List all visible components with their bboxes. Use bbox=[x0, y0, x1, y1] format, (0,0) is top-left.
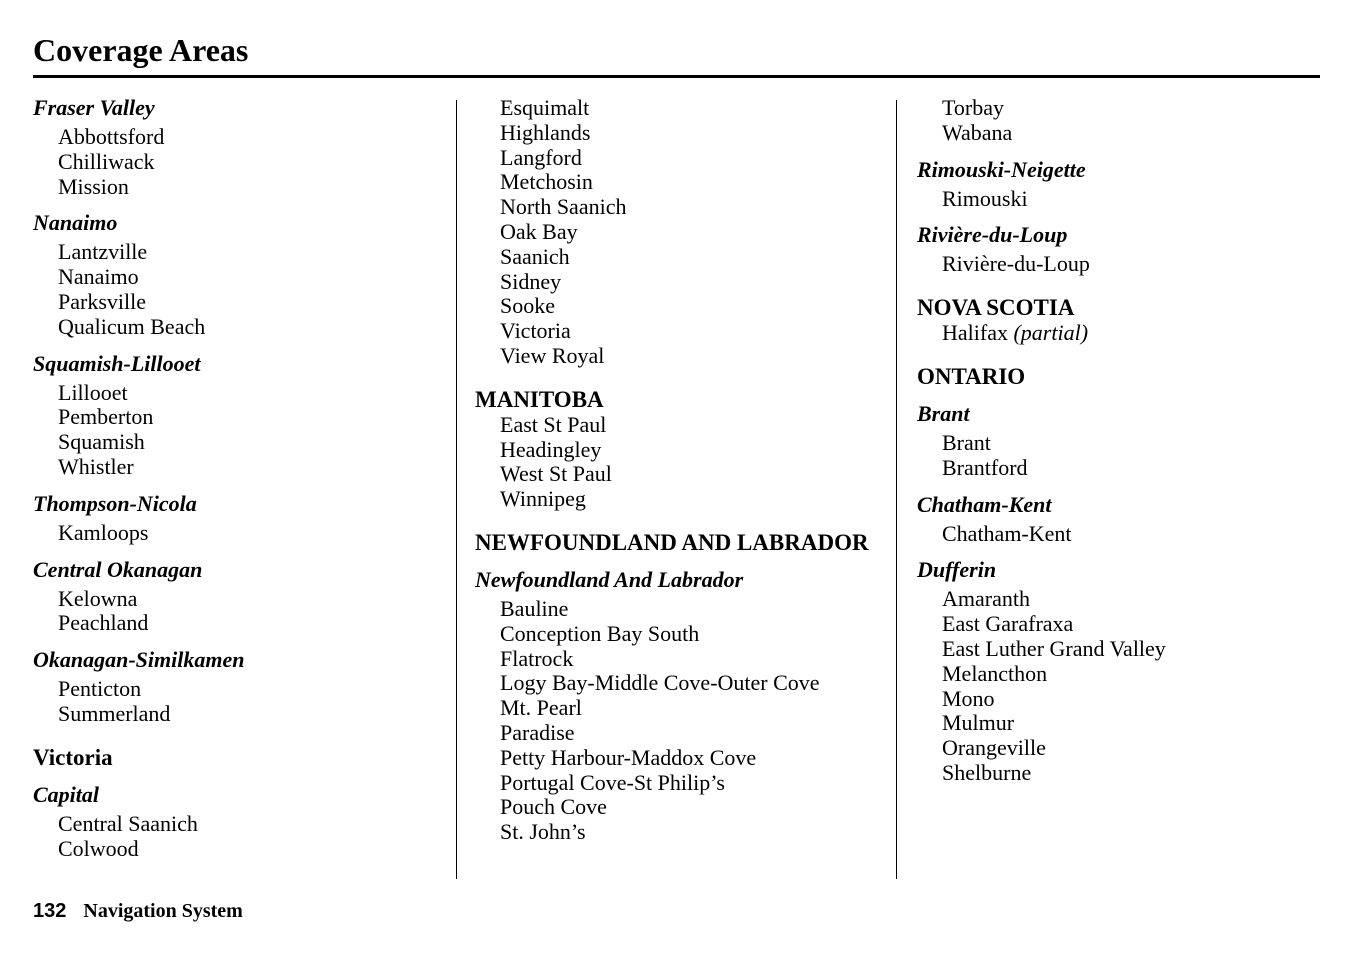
place-item bbox=[917, 187, 1317, 212]
place-name: Metchosin bbox=[500, 169, 593, 195]
place-item bbox=[33, 677, 443, 702]
place-name: Qualicum Beach bbox=[58, 313, 206, 339]
place-name: Halifax bbox=[942, 320, 1008, 346]
place-item bbox=[475, 771, 885, 796]
place-name: Oak Bay bbox=[500, 218, 578, 244]
place-name: Shelburne bbox=[942, 759, 1032, 785]
place-item bbox=[33, 381, 443, 406]
page-footer bbox=[33, 898, 243, 924]
place-item bbox=[475, 696, 885, 721]
place-name: North Saanich bbox=[500, 194, 627, 220]
place-name: Brant bbox=[942, 429, 991, 455]
coverage-column-3 bbox=[917, 96, 1317, 786]
place-item bbox=[33, 175, 443, 200]
region-heading: Newfoundland And Labrador bbox=[475, 566, 744, 592]
place-name: Saanich bbox=[500, 243, 570, 269]
region-heading: Central Okanagan bbox=[33, 556, 203, 582]
place-name: Sooke bbox=[500, 293, 555, 319]
region-heading: Dufferin bbox=[917, 557, 997, 583]
footer-label: Navigation System bbox=[83, 900, 243, 922]
place-name: Chatham-Kent bbox=[942, 520, 1072, 546]
place-item bbox=[475, 597, 885, 622]
place-name: Chilliwack bbox=[58, 148, 155, 174]
region-section bbox=[33, 492, 443, 546]
place-item bbox=[33, 587, 443, 612]
place-item bbox=[917, 687, 1317, 712]
place-name: Abbottsford bbox=[58, 124, 165, 149]
province-section bbox=[917, 295, 1317, 346]
page-number: 132 bbox=[33, 900, 67, 922]
place-name: West St Paul bbox=[500, 461, 612, 487]
province-section bbox=[917, 364, 1317, 390]
place-item bbox=[475, 245, 885, 270]
place-name: Flatrock bbox=[500, 645, 574, 671]
province-section bbox=[475, 530, 885, 556]
place-name: Whistler bbox=[58, 453, 134, 479]
place-item bbox=[33, 125, 443, 150]
place-name: Mission bbox=[58, 173, 129, 199]
place-name: Torbay bbox=[942, 95, 1004, 120]
column-divider bbox=[456, 100, 457, 879]
place-item bbox=[917, 612, 1317, 637]
region-heading: Chatham-Kent bbox=[917, 491, 1052, 517]
place-name: Headingley bbox=[500, 436, 602, 462]
region-section bbox=[33, 96, 443, 199]
region-heading: Thompson-Nicola bbox=[33, 490, 197, 516]
column-divider bbox=[896, 100, 897, 879]
region-section bbox=[33, 211, 443, 339]
place-item bbox=[475, 746, 885, 771]
place-name: Winnipeg bbox=[500, 486, 586, 512]
place-item bbox=[475, 462, 885, 487]
place-item bbox=[475, 413, 885, 438]
place-name: Kelowna bbox=[58, 585, 138, 611]
place-item bbox=[475, 270, 885, 295]
place-name: Logy Bay-Middle Cove-Outer Cove bbox=[500, 670, 820, 696]
place-name: Esquimalt bbox=[500, 95, 590, 120]
place-name: Mono bbox=[942, 685, 995, 711]
place-name: Summerland bbox=[58, 700, 171, 726]
place-name: View Royal bbox=[500, 342, 605, 368]
place-name: Amaranth bbox=[942, 586, 1030, 612]
region-section bbox=[33, 648, 443, 727]
place-item bbox=[917, 736, 1317, 761]
province-heading: NEWFOUNDLAND AND LABRADOR bbox=[475, 529, 869, 555]
continued-list bbox=[475, 96, 885, 369]
place-item bbox=[475, 319, 885, 344]
region-heading: Brant bbox=[917, 400, 970, 426]
place-item bbox=[917, 456, 1317, 481]
place-item bbox=[475, 647, 885, 672]
page-title: Coverage Areas bbox=[33, 32, 249, 68]
place-item bbox=[917, 121, 1317, 146]
coverage-column-1 bbox=[33, 96, 443, 861]
place-name: Highlands bbox=[500, 119, 591, 145]
place-name: Bauline bbox=[500, 595, 569, 621]
region-section bbox=[917, 223, 1317, 277]
place-item bbox=[33, 405, 443, 430]
place-item bbox=[33, 812, 443, 837]
place-item bbox=[917, 761, 1317, 786]
place-name: Sidney bbox=[500, 268, 562, 294]
place-item bbox=[475, 795, 885, 820]
place-name: Langford bbox=[500, 144, 582, 170]
province-section bbox=[475, 387, 885, 512]
place-name: Melancthon bbox=[942, 660, 1048, 686]
place-name: Victoria bbox=[500, 318, 571, 344]
place-item bbox=[33, 611, 443, 636]
coverage-column-2 bbox=[475, 96, 885, 845]
region-heading: Rivière-du-Loup bbox=[917, 222, 1068, 248]
place-item bbox=[917, 587, 1317, 612]
place-name: East Luther Grand Valley bbox=[942, 635, 1166, 661]
region-section bbox=[917, 493, 1317, 547]
region-heading: Squamish-Lillooet bbox=[33, 350, 201, 376]
place-item bbox=[475, 96, 885, 121]
place-name: Nanaimo bbox=[58, 264, 139, 290]
province-section bbox=[33, 745, 443, 771]
region-heading: Nanaimo bbox=[33, 210, 118, 236]
place-name: Pemberton bbox=[58, 404, 154, 430]
region-heading: Okanagan-Similkamen bbox=[33, 647, 245, 673]
place-item bbox=[33, 240, 443, 265]
place-item bbox=[475, 487, 885, 512]
place-name: Penticton bbox=[58, 676, 142, 702]
region-section bbox=[917, 558, 1317, 785]
place-name: East St Paul bbox=[500, 411, 607, 437]
place-item bbox=[33, 315, 443, 340]
place-item bbox=[917, 711, 1317, 736]
place-item bbox=[917, 662, 1317, 687]
place-item bbox=[33, 702, 443, 727]
place-name: St. John’s bbox=[500, 819, 586, 845]
place-item bbox=[917, 637, 1317, 662]
region-heading: Fraser Valley bbox=[33, 95, 155, 120]
place-item bbox=[917, 252, 1317, 277]
place-name: Mulmur bbox=[942, 710, 1015, 736]
place-item bbox=[33, 430, 443, 455]
place-name: Central Saanich bbox=[58, 810, 198, 836]
place-name: Brantford bbox=[942, 454, 1028, 480]
place-item bbox=[33, 150, 443, 175]
place-note: (partial) bbox=[1013, 320, 1089, 346]
place-item bbox=[475, 344, 885, 369]
place-name: Rimouski bbox=[942, 185, 1028, 211]
place-name: Petty Harbour-Maddox Cove bbox=[500, 744, 757, 770]
place-name: East Garafraxa bbox=[942, 611, 1074, 637]
place-item bbox=[475, 195, 885, 220]
province-heading: MANITOBA bbox=[475, 386, 604, 412]
place-item bbox=[475, 294, 885, 319]
continued-list bbox=[917, 96, 1317, 146]
place-name: Kamloops bbox=[58, 519, 149, 545]
place-name: Pouch Cove bbox=[500, 794, 607, 820]
place-item bbox=[33, 837, 443, 862]
region-section bbox=[33, 352, 443, 480]
place-item bbox=[475, 820, 885, 845]
province-heading: Victoria bbox=[33, 744, 113, 770]
place-name: Orangeville bbox=[942, 735, 1046, 761]
province-heading: ONTARIO bbox=[917, 363, 1026, 389]
region-section bbox=[917, 158, 1317, 212]
region-heading: Rimouski-Neigette bbox=[917, 156, 1086, 182]
region-heading: Capital bbox=[33, 781, 100, 807]
region-section bbox=[33, 783, 443, 862]
place-item bbox=[33, 455, 443, 480]
place-item bbox=[475, 170, 885, 195]
place-item bbox=[475, 146, 885, 171]
title-rule bbox=[33, 75, 1320, 78]
place-item bbox=[917, 431, 1317, 456]
place-item bbox=[475, 671, 885, 696]
place-name: Conception Bay South bbox=[500, 620, 700, 646]
place-item bbox=[475, 721, 885, 746]
region-section bbox=[475, 568, 885, 845]
place-name: Lillooet bbox=[58, 379, 128, 405]
place-item bbox=[33, 521, 443, 546]
place-name: Squamish bbox=[58, 429, 145, 455]
place-name: Parksville bbox=[58, 288, 146, 314]
place-item bbox=[917, 522, 1317, 547]
region-section bbox=[917, 402, 1317, 481]
place-name: Rivière-du-Loup bbox=[942, 251, 1090, 277]
place-name: Portugal Cove-St Philip’s bbox=[500, 769, 725, 795]
place-item bbox=[475, 220, 885, 245]
province-heading: NOVA SCOTIA bbox=[917, 295, 1075, 321]
place-item bbox=[917, 96, 1317, 121]
place-item bbox=[33, 290, 443, 315]
place-name: Mt. Pearl bbox=[500, 695, 582, 721]
place-name: Paradise bbox=[500, 719, 575, 745]
place-item bbox=[475, 438, 885, 463]
place-item bbox=[33, 265, 443, 290]
place-item bbox=[475, 622, 885, 647]
place-item bbox=[475, 121, 885, 146]
place-name: Peachland bbox=[58, 610, 149, 636]
place-name: Wabana bbox=[942, 119, 1013, 145]
region-section bbox=[33, 558, 443, 637]
place-name: Lantzville bbox=[58, 239, 148, 265]
place-item bbox=[917, 321, 1317, 346]
place-name: Colwood bbox=[58, 835, 139, 861]
